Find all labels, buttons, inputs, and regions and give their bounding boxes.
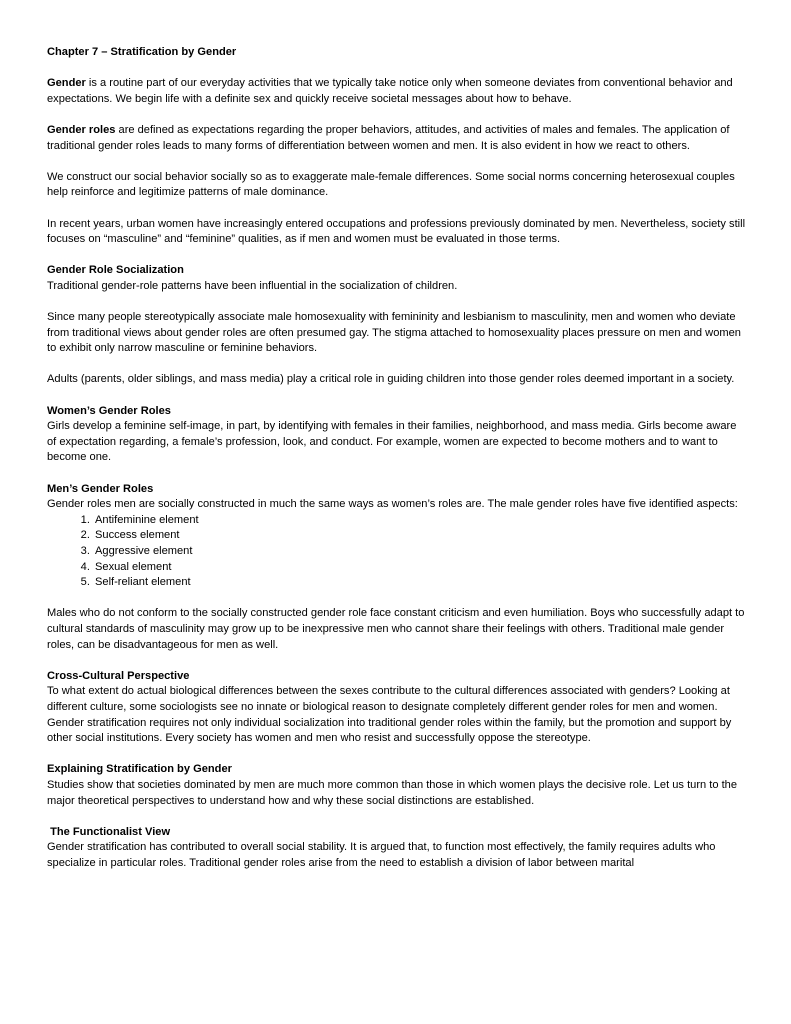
- intro-paragraph-3: We construct our social behavior socially so as to exaggerate male-female differences. Some social norms concerning heterosexual couples help reinforce and legitimize patterns of male dominance.: [47, 170, 735, 199]
- gender-roles-definition: are defined as expectations regarding the proper behaviors, attitudes, and activities of males and females. The application of traditional gender roles leads to many forms of differentiation between women and men. It is also evident in how we react to others.: [47, 123, 730, 152]
- list-item: 2. Success element: [93, 528, 747, 544]
- chapter-title: Chapter 7 – Stratification by Gender: [47, 46, 237, 58]
- list-item: 5. Self-reliant element: [93, 575, 747, 591]
- socialization-paragraph-3: Adults (parents, older siblings, and mass media) play a critical role in guiding children into those gender roles deemed important in a society.: [47, 373, 735, 386]
- heading-men: Men’s Gender Roles: [47, 482, 154, 495]
- intro-paragraph-4: In recent years, urban women have increasingly entered occupations and professions previously dominated by men. Nevertheless, society still focuses on “masculine” and “feminine” qualities, as if men and women must be evaluated in those terms.: [47, 217, 746, 246]
- cross-cultural-paragraph-1: To what extent do actual biological differences between the sexes contribute to the cultural differences associated with genders? Looking at different culture, some sociologists see no innate or biological reason to designate completely different gender roles for men and women. Gender stratification requires not only individual socialization into traditional gender roles within the family, but the promotion and support by other social institutions. Every society has women and men who resist and successfully oppose the stereotype.: [47, 685, 732, 745]
- list-item: 4. Sexual element: [93, 560, 747, 576]
- section-men: [47, 482, 747, 591]
- term-gender-roles: Gender roles: [47, 123, 116, 136]
- functionalist-paragraph-1: Gender stratification has contributed to overall social stability. It is argued that, to function most effectively, the family requires adults who specialize in particular roles. Traditional gender roles arise from the need to establish a division of labor between marital: [47, 841, 716, 869]
- heading-women: Women’s Gender Roles: [47, 404, 171, 417]
- heading-socialization: Gender Role Socialization: [47, 264, 184, 277]
- heading-explaining: Explaining Stratification by Gender: [47, 763, 232, 776]
- intro-paragraph-gender: [47, 76, 747, 107]
- gender-definition: is a routine part of our everyday activities that we typically take notice only when someone deviates from conventional behavior and expectations. We begin life with a definite sex and quickly receive societal messages about how to behave.: [47, 77, 733, 105]
- list-item: 1. Antifeminine element: [93, 513, 747, 529]
- heading-cross-cultural: Cross-Cultural Perspective: [47, 669, 190, 682]
- socialization-paragraph-1: Traditional gender-role patterns have been influential in the socialization of children.: [47, 279, 458, 292]
- heading-functionalist: The Functionalist View: [47, 825, 171, 838]
- list-item: 3. Aggressive element: [93, 544, 747, 560]
- women-paragraph-1: Girls develop a feminine self-image, in part, by identifying with females in their families, neighborhood, and mass media. Girls become aware of expectation regarding, a female’s profession, look, and conduct. For example, women are expected to become mothers and to want to become one.: [47, 420, 737, 464]
- intro-paragraph-gender-roles: [47, 123, 747, 154]
- section-functionalist: [47, 825, 747, 872]
- men-paragraph-2: Males who do not conform to the socially constructed gender role face constant criticism and even humiliation. Boys who successfully adapt to cultural standards of masculinity may grow up to be inexpressive men who cannot share their feelings with others. Traditional male gender roles, can be disadvantageous for men as well.: [47, 607, 745, 651]
- section-explaining: [47, 762, 747, 809]
- socialization-paragraph-2: Since many people stereotypically associate male homosexuality with femininity and lesbianism to masculinity, men and women who deviate from traditional views about gender roles are often presumed gay. The stigma attached to homosexuality places pressure on men and women to exhibit only narrow masculine or feminine behaviors.: [47, 311, 741, 355]
- explaining-paragraph-1: Studies show that societies dominated by men are much more common than those in which women plays the decisive role. Let us turn to the major theoretical perspectives to understand how and why these social distinctions are established.: [47, 778, 738, 807]
- section-women: [47, 404, 747, 466]
- section-socialization: [47, 263, 747, 294]
- section-cross-cultural: [47, 669, 747, 747]
- term-gender: Gender: [47, 77, 86, 90]
- men-paragraph-1: Gender roles men are socially constructed in much the same ways as women’s roles are. The male gender roles have five identified aspects:: [47, 498, 738, 511]
- male-aspects-list: [47, 513, 747, 591]
